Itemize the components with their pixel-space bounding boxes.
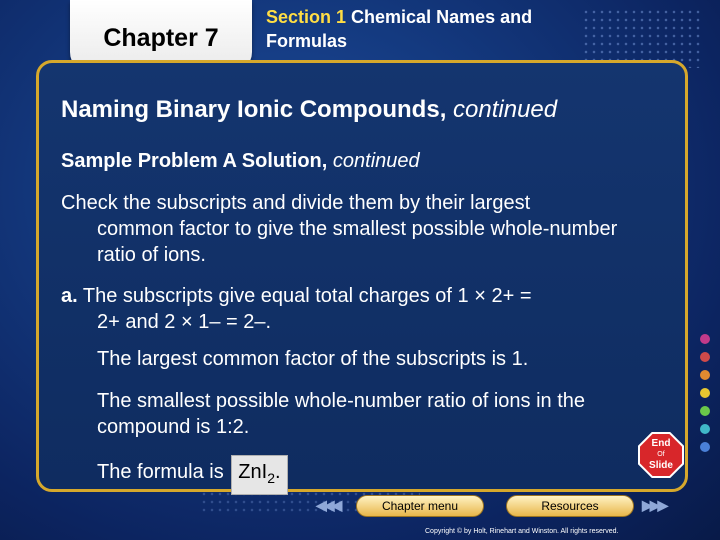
section-number: Section 1 xyxy=(266,7,347,27)
section-title xyxy=(266,5,596,53)
next-arrows-icon[interactable]: ▶▶▶ xyxy=(642,497,666,513)
slide-title xyxy=(61,96,681,124)
intro-line-1: Check the subscripts and divide them by their largest xyxy=(61,192,531,214)
item-a xyxy=(61,283,661,335)
slide-title-main: Naming Binary Ionic Compounds, xyxy=(61,96,447,123)
formula-subscript: 2 xyxy=(267,470,275,486)
formula-statement xyxy=(97,455,497,495)
intro-line-rest: common factor to give the smallest possible whole-number ratio of ions. xyxy=(97,218,618,266)
formula-answer xyxy=(231,455,287,495)
ratio-statement: The smallest possible whole-number ratio of ions in the compound is 1:2. xyxy=(97,390,586,438)
intro-paragraph xyxy=(61,190,651,268)
side-dot-icon xyxy=(700,370,710,380)
item-a-line-2: 2+ and 2 × 1– = 2–. xyxy=(97,311,272,333)
end-label-end: End xyxy=(651,438,671,449)
side-dot-icon xyxy=(700,406,710,416)
chapter-label: Chapter 7 xyxy=(103,24,219,52)
side-dot-icon xyxy=(700,388,710,398)
side-dot-icon xyxy=(700,424,710,434)
slide-subtitle-continued: continued xyxy=(327,150,420,172)
resources-button[interactable]: Resources xyxy=(506,495,634,517)
formula-main: ZnI xyxy=(238,461,268,483)
side-dot-icon xyxy=(700,442,710,452)
copyright-notice: Copyright © by Holt, Rinehart and Winston. All rights reserved. xyxy=(425,528,619,535)
previous-arrows-icon[interactable]: ◀◀◀ xyxy=(316,497,340,513)
formula-period: . xyxy=(274,461,281,483)
chapter-menu-button[interactable]: Chapter menu xyxy=(356,495,484,517)
item-a-marker: a. xyxy=(61,285,78,307)
section-name: Chemical Names and Formulas xyxy=(266,7,533,51)
end-of-slide-button[interactable] xyxy=(638,432,684,478)
slide-subtitle xyxy=(61,150,681,173)
end-label-of: Of xyxy=(657,451,665,458)
formula-prefix: The formula is xyxy=(97,461,224,483)
side-dot-icon xyxy=(700,334,710,344)
slide-title-continued: continued xyxy=(446,96,558,123)
decorative-dot-grid xyxy=(582,8,702,68)
side-dot-icon xyxy=(700,352,710,362)
end-of-slide-label xyxy=(638,438,684,471)
end-label-slide: Slide xyxy=(649,460,673,471)
slide-subtitle-main: Sample Problem A Solution, xyxy=(61,150,328,172)
item-a-line-1: The subscripts give equal total charges of 1 × 2+ = xyxy=(82,285,532,307)
gcf-statement: The largest common factor of the subscripts is 1. xyxy=(97,348,529,370)
